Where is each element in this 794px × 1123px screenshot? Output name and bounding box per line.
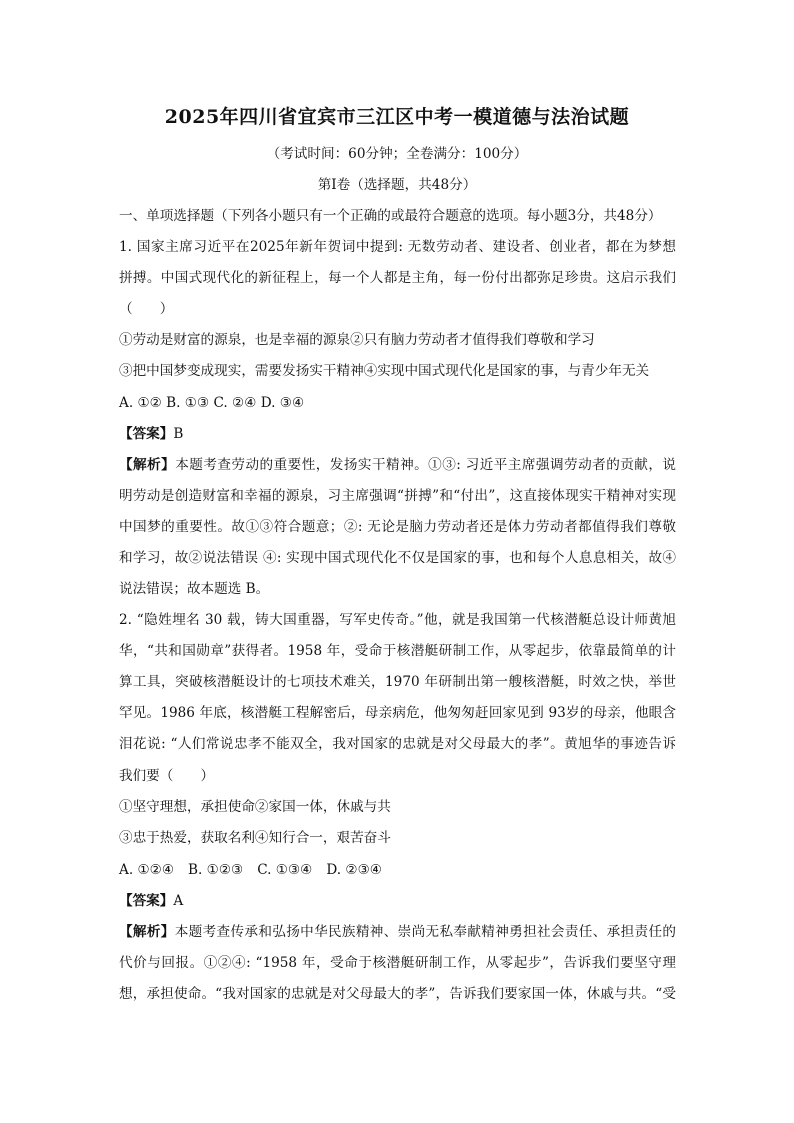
option-d: D. ②③④ <box>326 862 382 878</box>
q1-analysis-line: 明劳动是创造财富和幸福的源泉，习主席强调“拼搏”和“付出”，这直接体现实干精神对实现 <box>119 488 676 504</box>
q2-stem-line: 2. “隐姓埋名 30 载，铸大国重器，写军史传奇。”他，就是我国第一代核潜艇总设计师黄旭 <box>119 612 676 628</box>
analysis-text: 本题考查传承和弘扬中华民族精神、崇尚无私奉献精神勇担社会责任、承担责任的 <box>174 924 676 940</box>
q2-answer <box>119 891 183 911</box>
q1-stem-line: 1. 国家主席习近平在2025年新年贺词中提到: 无数劳动者、建设者、创业者，都在为梦想 <box>119 239 676 255</box>
option-a: A. ①②④ <box>119 862 175 878</box>
part-heading: 第Ⅰ卷（选择题，共48分） <box>317 177 477 193</box>
answer-value: B <box>173 426 184 442</box>
q2-statement: ③忠于热爱，获取名利④知行合一，艰苦奋斗 <box>119 830 391 846</box>
q2-stem-line: 泪花说: “人们常说忠孝不能双全，我对国家的忠就是对父母最大的孝”。黄旭华的事迹告诉 <box>119 736 676 752</box>
analysis-label: 【解析】 <box>119 924 175 940</box>
q2-stem-line: 我们要（ ） <box>119 768 215 784</box>
option-b: B. ①②③ <box>188 862 244 878</box>
q2-stem-line: 算工具，突破核潜艇设计的七项技术难关，1970 年研制出第一艘核潜艇，时效之快，举世 <box>119 674 676 690</box>
q1-statement: ①劳动是财富的源泉，也是幸福的源泉②只有脑力劳动者才值得我们尊敬和学习 <box>119 332 595 348</box>
q2-statement: ①坚守理想，承担使命②家国一体，休戚与共 <box>119 799 391 815</box>
q1-statement: ③把中国梦变成现实，需要发扬实干精神④实现中国式现代化是国家的事，与青少年无关 <box>119 363 650 379</box>
q2-stem-line: 华，“共和国勋章”获得者。1958 年，受命于核潜艇研制工作，从零起步，依靠最简单的计 <box>119 643 676 659</box>
analysis-text: 本题考查劳动的重要性，发扬实干精神。①③: 习近平主席强调劳动者的贡献，说 <box>175 457 676 473</box>
q1-stem-line: 拼搏。中国式现代化的新征程上，每一个人都是主角，每一份付出都弥足珍贵。这启示我们 <box>119 270 676 286</box>
q1-analysis-line <box>119 455 676 475</box>
answer-value: A <box>173 893 184 909</box>
answer-label: 【答案】 <box>119 893 174 909</box>
document-title: 2025年四川省宜宾市三江区中考一模道德与法治试题 <box>164 106 630 128</box>
q1-stem-line: （ ） <box>119 301 174 317</box>
q2-stem-line: 罕见。1986 年底，核潜艇工程解密后，母亲病危，他匆匆赶回家见到 93岁的母亲，他眼含 <box>119 705 676 721</box>
analysis-label: 【解析】 <box>119 457 176 473</box>
q1-options: A. ①② B. ①③ C. ②④ D. ③④ <box>119 395 305 411</box>
q2-options <box>119 860 382 880</box>
q1-analysis-line: 和学习，故②说法错误 ④: 实现中国式现代化不仅是国家的事，也和每个人息息相关，故④ <box>119 550 676 566</box>
q1-analysis-line: 中国梦的重要性。故①③符合题意；②: 无论是脑力劳动者还是体力劳动者都值得我们尊敬 <box>119 519 676 535</box>
section-heading: 一、单项选择题（下列各小题只有一个正确的或最符合题意的选项。每小题3分，共48分） <box>119 208 662 224</box>
q1-analysis-line: 说法错误；故本题选 B。 <box>119 581 270 597</box>
option-c: C. ①③④ <box>257 862 313 878</box>
q2-analysis-line <box>119 922 676 942</box>
q2-analysis-line: 代价与回报。①②④: “1958 年，受命于核潜艇研制工作，从零起步”，告诉我们要坚守理 <box>119 955 676 971</box>
q1-answer <box>119 424 183 444</box>
answer-label: 【答案】 <box>119 426 174 442</box>
exam-info: （考试时间：60分钟；全卷满分：100分） <box>266 146 528 162</box>
q2-analysis-line: 想，承担使命。“我对国家的忠就是对父母最大的孝”，告诉我们要家国一体，休戚与共。“受 <box>119 986 676 1002</box>
